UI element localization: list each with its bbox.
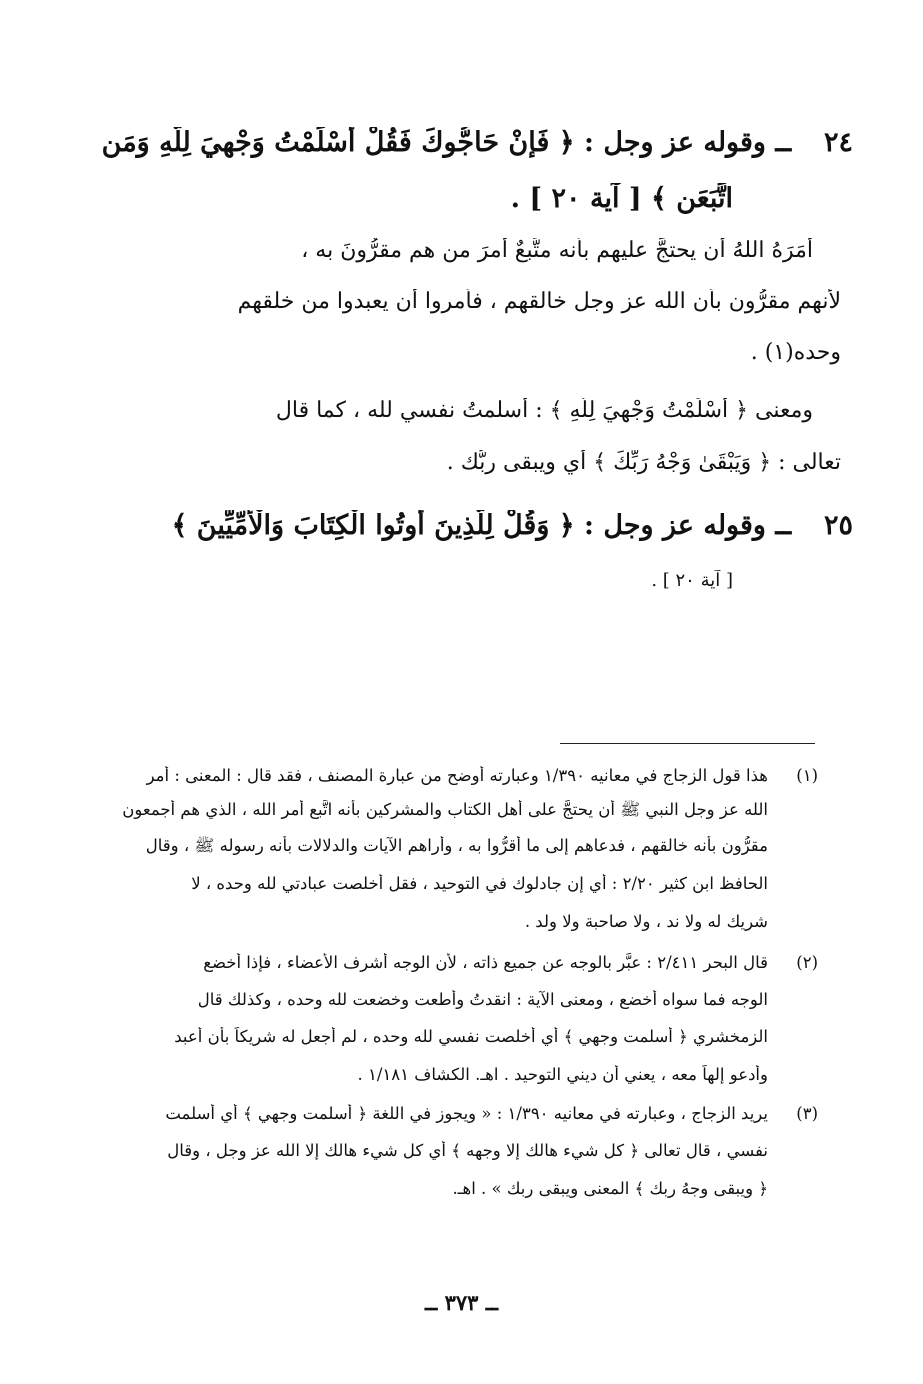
- commentary-line-3: وحده(١) .: [750, 340, 841, 365]
- commentary-line-1: أمَرَهُ اللهُ أن يحتجَّ عليهم بأنه متَّبعٌ أمرَ من هم مقرُّونَ به ،: [301, 238, 813, 263]
- section-24-number: ٢٤: [823, 127, 853, 158]
- section-24-heading: [73, 127, 853, 158]
- footnote-1-line-1: هذا قول الزجاج في معانيه ١/٣٩٠ وعبارته أوضح من عبارة المصنف ، فقد قال : المعنى : أمر: [146, 766, 768, 785]
- section-25-line-1: ــ وقوله عز وجل : ﴿ وَقُلْ لِلَّذِينَ أُوتُوا الْكِتَابَ وَالْأُمِّيِّينَ ﴾: [171, 510, 792, 541]
- section-24-line-2: اتَّبَعَنِ ﴾ [ آية ٢٠ ] .: [510, 183, 733, 214]
- section-25-heading: [73, 510, 853, 541]
- footnote-1-number: (١): [796, 766, 818, 785]
- page-number: ــ ٣٧٣ ــ: [424, 1290, 499, 1315]
- commentary-line-5: تعالى : ﴿ وَيَبْقَىٰ وَجْهُ رَبِّكَ ﴾ أي ويبقى ربُّك .: [446, 450, 841, 475]
- footnote-1-line-3: مقرُّون بأنه خالقهم ، فدعاهم إلى ما أقرُّوا به ، وأراهم الآيات والدلالات بأنه رسوله ﷺ ، وقال: [145, 836, 768, 855]
- footnote-2-line-4: وأدعو إلهاً معه ، يعني أن ديني التوحيد . اهـ. الكشاف ١/١٨١ .: [357, 1065, 768, 1084]
- section-24-line-1: ــ وقوله عز وجل : ﴿ فَإِنْ حَاجُّوكَ فَقُلْ أَسْلَمْتُ وَجْهِيَ لِلَّهِ وَمَنِ: [101, 127, 792, 158]
- footnote-2-line-3: الزمخشري ﴿ أسلمت وجهي ﴾ أي أخلصت نفسي لله وحده ، لم أجعل له شريكاً بأن أعبد: [174, 1027, 768, 1046]
- footnote-2-line-1: قال البحر ٢/٤١١ : عبَّر بالوجه عن جميع ذاته ، لأن الوجه أشرف الأعضاء ، فإذا أخضع: [203, 953, 768, 972]
- footnote-3-line-3: ﴿ ويبقى وجهُ ربك ﴾ المعنى ويبقى ربك » . اهـ.: [452, 1179, 768, 1198]
- commentary-line-2: لأنهم مقرُّون بأن الله عز وجل خالقهم ، فأُمروا أن يعبدوا من خلقهم: [237, 289, 841, 314]
- footnote-1-line-4: الحافظ ابن كثير ٢/٢٠ : أي إن جادلوك في التوحيد ، فقل أخلصت عبادتي لله وحده ، لا: [191, 874, 768, 893]
- footnote-separator: [560, 743, 815, 744]
- footnote-3-number: (٣): [796, 1104, 818, 1123]
- section-25-line-2: [ آية ٢٠ ] .: [651, 570, 733, 591]
- commentary-line-4: ومعنى ﴿ أَسْلَمْتُ وَجْهِيَ لِلَّهِ ﴾ : أسلمتُ نفسي لله ، كما قال: [275, 398, 813, 423]
- footnote-1-line-5: شريك له ولا ند ، ولا صاحبة ولا ولد .: [524, 912, 768, 931]
- footnote-1-line-2: الله عز وجل النبي ﷺ أن يحتجَّ على أهل الكتاب والمشركين بأنه اتَّبع أمر الله ، الذي هم أجمعون: [122, 800, 768, 819]
- footnote-3-line-2: نفسي ، قال تعالى ﴿ كل شيء هالك إلا وجهه ﴾ أي كل شيء هالك إلا الله عز وجل ، وقال: [167, 1141, 768, 1160]
- footnote-3-line-1: يريد الزجاج ، وعبارته في معانيه ١/٣٩٠ : « ويجوز في اللغة ﴿ أسلمت وجهي ﴾ أي أسلمت: [165, 1104, 768, 1123]
- footnote-2-line-2: الوجه فما سواه أخضع ، ومعنى الآية : انقدتُ وأطعت وخضعت لله وحده ، وكذلك قال: [197, 990, 768, 1009]
- section-25-number: ٢٥: [823, 510, 853, 541]
- footnote-2-number: (٢): [796, 953, 818, 972]
